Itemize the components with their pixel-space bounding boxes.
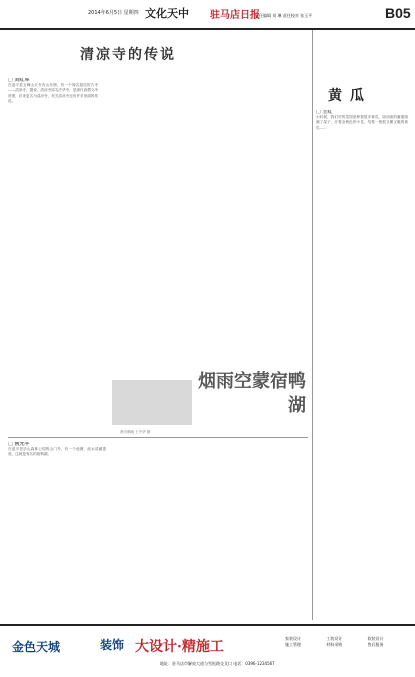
left-article-text-2 — [110, 78, 200, 358]
footer-services — [285, 636, 410, 648]
left-article-text: □ 刘红军 在遂平县五峰山大寺沟山东侧，有一个闻名遐迩的古寺——清凉寺。据说，清凉寺原名法华寺，是唐代高僧义净所建，后来更名为清凉寺，有关清凉寺还有许多美丽的传说。 — [8, 78, 98, 103]
footer-service: 家装设计 — [285, 636, 301, 641]
bottom-article-text-3 — [210, 442, 305, 617]
footer-service: 工装设计 — [326, 636, 343, 641]
right-article-title: 黄瓜 — [328, 88, 372, 104]
photo-title: 烟雨空蒙宿鸭湖 — [198, 371, 306, 416]
right-article-text: □ 王红 小时候，我们村的菜园里种着很多黄瓜，绿油油的藤蔓爬满了架子，开着金黄色的小花，结着一根根又嫩又脆的黄瓜…… — [316, 110, 408, 130]
bottom-article-body: 在遂平老乐山森林公园的山门外，有一个池塘，池水清澈透底，这就是有名的宿鸭湖。 — [8, 447, 106, 457]
footer-logo: 金色天城 — [12, 640, 61, 654]
footer-ad — [0, 624, 415, 676]
footer-service: 施工管理 — [285, 642, 301, 647]
footer-info: 地址：驻马店市解放大道与雪松路交叉口 电话：0396-1234567 — [160, 661, 275, 666]
bottom-article-text: □ 侯光平 在遂平老乐山森林公园的山门外，有一个池塘，池水清澈透底，这就是有名的宿鸭湖。 — [8, 442, 106, 457]
left-article-title: 清凉寺的传说 — [80, 47, 176, 63]
left-article-text-3 — [210, 78, 300, 358]
bottom-article-text-2 — [110, 442, 205, 617]
right-article-body: 小时候，我们村的菜园里种着很多黄瓜，绿油油的藤蔓爬满了架子，开着金黄色的小花，结着一根根又嫩又脆的黄瓜…… — [316, 115, 408, 130]
header-date: 2014年6月5日 星期四 — [88, 10, 139, 16]
footer-slogan: 大设计·精施工 — [135, 639, 224, 655]
footer-service: 售后服务 — [367, 642, 384, 647]
header-brand: 文化天中 — [145, 7, 189, 20]
footer-service: 材料采购 — [326, 642, 343, 647]
left-article-author: 刘红军 — [14, 78, 30, 83]
header-editors: 责任编辑 刘 琳 责任校对 张玉平 — [255, 13, 313, 18]
footer-service: 软装设计 — [367, 636, 384, 641]
photo-caption: 渔舟唱晚 王中华 摄 — [120, 430, 151, 434]
photo — [112, 380, 192, 425]
column-divider — [312, 30, 313, 620]
bottom-article-author: 侯光平 — [14, 442, 30, 447]
right-article-author: 王红 — [322, 110, 333, 115]
header-logo: 驻马店日报 — [210, 10, 260, 21]
header — [0, 0, 415, 30]
left-article-body: 在遂平县五峰山大寺沟山东侧，有一个闻名遐迩的古寺——清凉寺。据说，清凉寺原名法华寺，是唐代高僧义净所建，后来更名为清凉寺，有关清凉寺还有许多美丽的传说。 — [8, 83, 98, 103]
section-divider — [8, 437, 308, 438]
footer-brand: 装饰 — [100, 638, 125, 652]
page-number: B05 — [385, 5, 411, 21]
